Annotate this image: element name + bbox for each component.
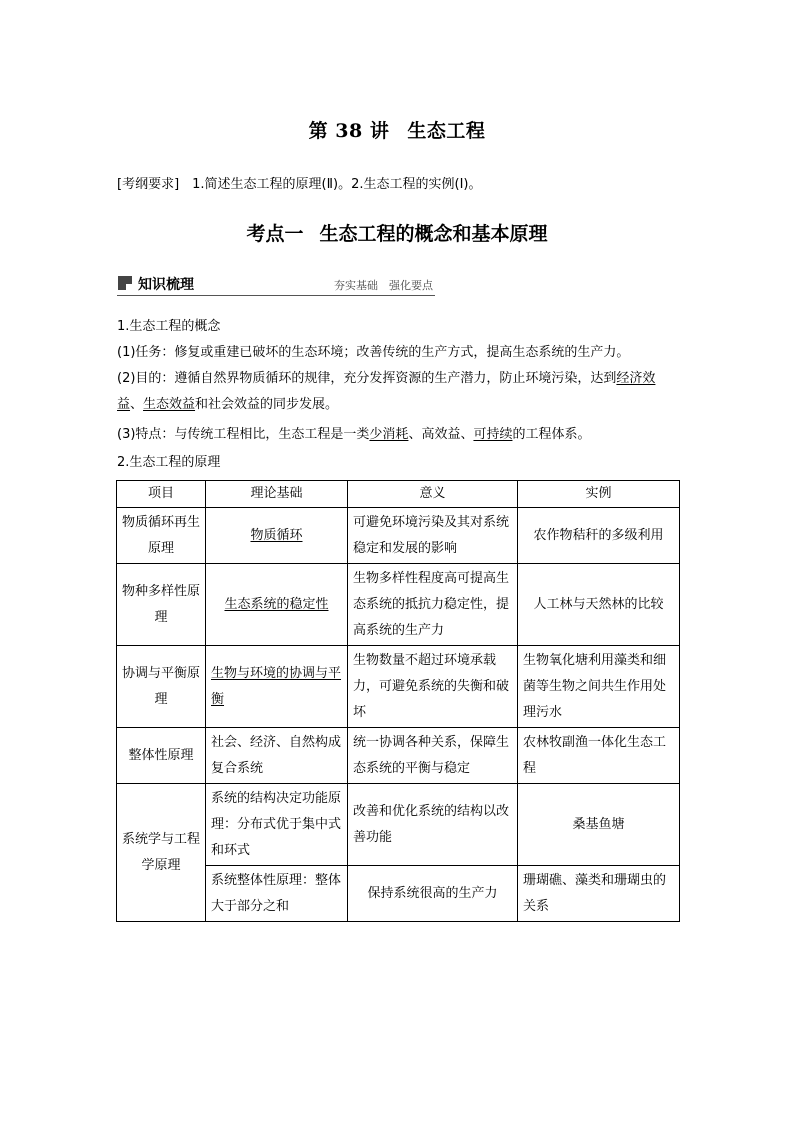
basis-answer: 物质循环 xyxy=(250,527,303,543)
item-cell: 系统学与工程学原理 xyxy=(117,784,206,922)
col-header: 实例 xyxy=(518,481,680,508)
lecture-number: 第 38 讲 xyxy=(308,120,390,142)
item-cell: 物质循环再生原理 xyxy=(117,508,206,564)
col-header: 意义 xyxy=(348,481,518,508)
knowledge-header xyxy=(117,273,435,296)
exam-requirement: [考纲要求] 1.简述生态工程的原理(Ⅱ)。2.生态工程的实例(Ⅰ)。 xyxy=(117,177,482,192)
basis-cell: 社会、经济、自然构成复合系统 xyxy=(206,728,348,784)
col-header: 理论基础 xyxy=(206,481,348,508)
concept-task: (1)任务：修复或重建已破坏的生态环境；改善传统的生产方式，提高生态系统的生产力。 xyxy=(117,345,630,360)
concept-feature xyxy=(117,422,677,448)
meaning-cell: 可避免环境污染及其对系统稳定和发展的影响 xyxy=(348,508,518,564)
goal-text-post: 和社会效益的同步发展。 xyxy=(195,397,339,412)
feature-text-pre: (3)特点：与传统工程相比，生态工程是一类 xyxy=(117,427,370,442)
table-row xyxy=(117,784,680,866)
goal-answer-2: 生态效益 xyxy=(143,397,196,412)
feature-answer-2: 可持续 xyxy=(473,427,513,442)
basis-answer: 生态系统的稳定性 xyxy=(224,596,329,612)
goal-text-mid: 、 xyxy=(130,397,144,412)
basis-cell xyxy=(206,646,348,728)
table-row xyxy=(117,508,680,564)
feature-text-post: 的工程体系。 xyxy=(512,427,591,442)
table-row xyxy=(117,728,680,784)
basis-cell xyxy=(206,564,348,646)
page-title xyxy=(0,116,794,143)
meaning-cell: 生物数量不超过环境承载力，可避免系统的失衡和破坏 xyxy=(348,646,518,728)
example-cell: 桑基鱼塘 xyxy=(518,784,680,866)
item-cell: 协调与平衡原理 xyxy=(117,646,206,728)
header-label: 知识梳理 xyxy=(138,277,194,293)
example-cell: 生物氧化塘利用藻类和细菌等生物之间共生作用处理污水 xyxy=(518,646,680,728)
basis-answer: 生物与环境的协调与平衡 xyxy=(211,665,342,707)
concept-heading: 1.生态工程的概念 xyxy=(117,319,221,334)
meaning-cell: 生物多样性程度高可提高生态系统的抵抗力稳定性，提高系统的生产力 xyxy=(348,564,518,646)
header-tag: 夯实基础 强化要点 xyxy=(334,279,433,292)
section-title xyxy=(0,219,794,246)
meaning-cell: 改善和优化系统的结构以改善功能 xyxy=(348,784,518,866)
feature-text-mid: 、高效益、 xyxy=(408,427,474,442)
concept-goal xyxy=(117,366,677,418)
basis-cell: 系统整体性原理：整体大于部分之和 xyxy=(206,866,348,922)
table-row xyxy=(117,646,680,728)
table-header-row xyxy=(117,481,680,508)
table-row xyxy=(117,564,680,646)
section-name: 生态工程的概念和基本原理 xyxy=(319,223,548,245)
example-cell: 农作物秸秆的多级利用 xyxy=(518,508,680,564)
meaning-cell: 统一协调各种关系，保障生态系统的平衡与稳定 xyxy=(348,728,518,784)
goal-answer-1: 经济效益 xyxy=(117,371,656,412)
col-header: 项目 xyxy=(117,481,206,508)
goal-text-pre: (2)目的：遵循自然界物质循环的规律，充分发挥资源的生产潜力，防止环境污染，达到 xyxy=(117,371,617,386)
principle-table xyxy=(116,480,680,922)
example-cell: 人工林与天然林的比较 xyxy=(518,564,680,646)
principle-heading: 2.生态工程的原理 xyxy=(117,455,221,470)
basis-cell xyxy=(206,508,348,564)
meaning-cell: 保持系统很高的生产力 xyxy=(348,866,518,922)
section-number: 考点一 xyxy=(246,223,304,245)
example-cell: 珊瑚礁、藻类和珊瑚虫的关系 xyxy=(518,866,680,922)
example-cell: 农林牧副渔一体化生态工程 xyxy=(518,728,680,784)
square-icon xyxy=(118,276,132,290)
basis-cell: 系统的结构决定功能原理：分布式优于集中式和环式 xyxy=(206,784,348,866)
feature-answer-1: 少消耗 xyxy=(369,427,409,442)
item-cell: 整体性原理 xyxy=(117,728,206,784)
item-cell: 物种多样性原理 xyxy=(117,564,206,646)
lecture-name: 生态工程 xyxy=(407,120,486,142)
